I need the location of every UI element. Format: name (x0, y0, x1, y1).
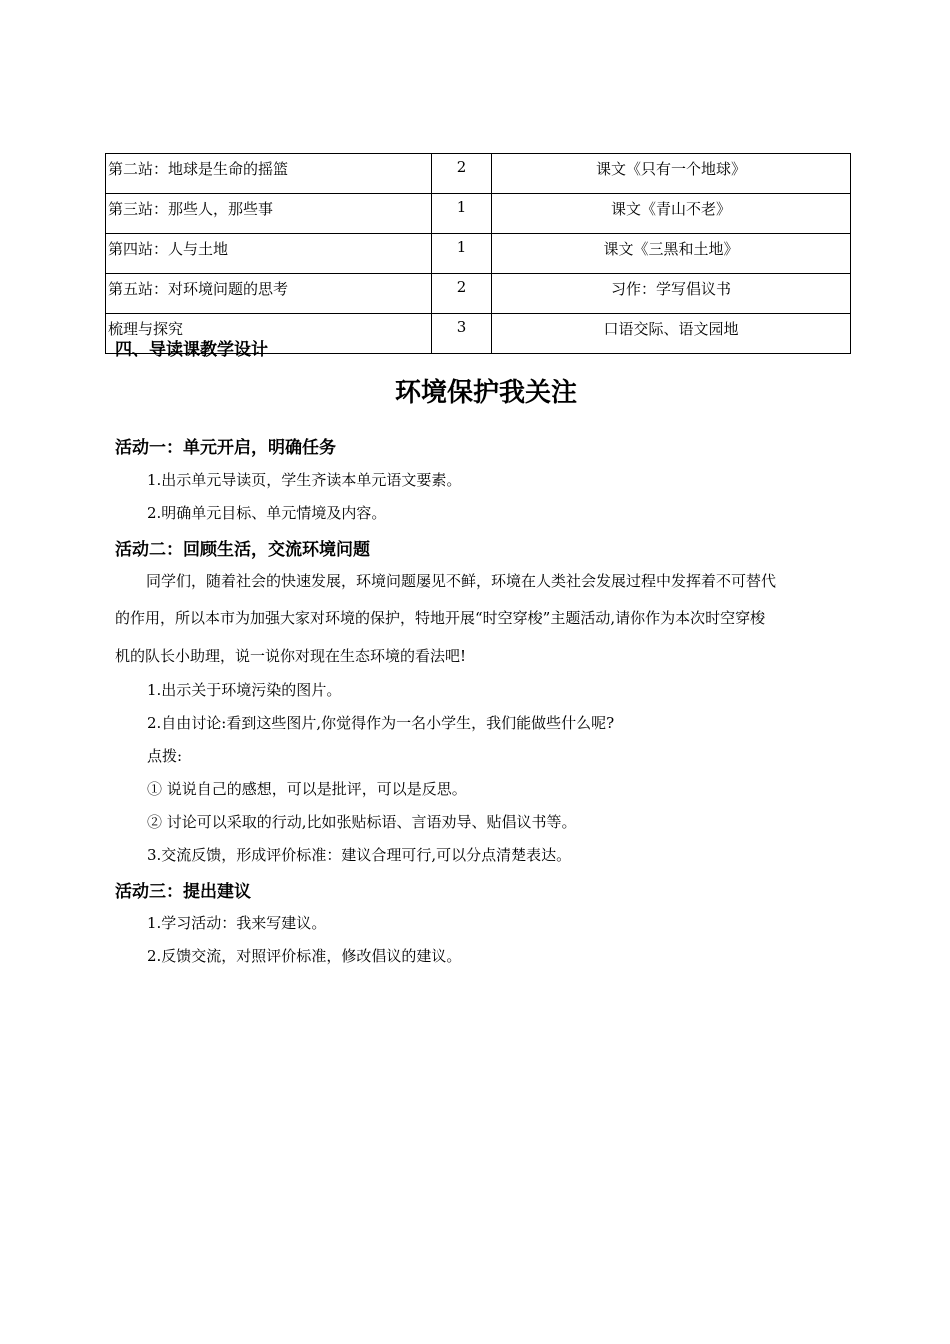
list-item: 1.出示单元导读页，学生齐读本单元语文要素。 (147, 471, 462, 489)
list-item: 2.自由讨论:看到这些图片,你觉得作为一名小学生，我们能做些什么呢? (147, 714, 615, 732)
list-item: 1.出示关于环境污染的图片。 (147, 681, 342, 699)
hours-cell: 2 (432, 154, 492, 194)
activity-one-heading: 活动一：单元开启，明确任务 (115, 438, 336, 458)
unit-plan-table (105, 153, 851, 354)
content-cell: 习作：学写倡议书 (492, 274, 851, 314)
activity-three-heading: 活动三：提出建议 (115, 882, 251, 902)
list-item: 3.交流反馈，形成评价标准：建议合理可行,可以分点清楚表达。 (147, 846, 572, 864)
list-item: ① 说说自己的感想，可以是批评，可以是反思。 (147, 780, 467, 798)
content-cell: 课文《青山不老》 (492, 194, 851, 234)
content-cell: 课文《三黑和土地》 (492, 234, 851, 274)
paragraph-line: 的作用，所以本市为加强大家对环境的保护，特地开展“时空穿梭”主题活动,请你作为本次时空穿梭 (115, 609, 766, 627)
activity-two-heading: 活动二：回顾生活，交流环境问题 (115, 540, 370, 560)
hint-label: 点拨: (147, 747, 183, 765)
hours-cell: 1 (432, 234, 492, 274)
stage-cell: 第四站：人与土地 (106, 234, 432, 274)
list-item: 2.明确单元目标、单元情境及内容。 (147, 504, 387, 522)
list-item: ② 讨论可以采取的行动,比如张贴标语、言语劝导、贴倡议书等。 (147, 813, 577, 831)
stage-cell: 梳理与探究 (106, 314, 432, 354)
hours-cell: 2 (432, 274, 492, 314)
paragraph-line: 同学们，随着社会的快速发展，环境问题屡见不鲜，环境在人类社会发展过程中发挥着不可替代 (146, 572, 777, 590)
hours-cell: 3 (432, 314, 492, 354)
list-item: 2.反馈交流，对照评价标准，修改倡议的建议。 (147, 947, 462, 965)
content-cell: 口语交际、语文园地 (492, 314, 851, 354)
stage-cell: 第二站：地球是生命的摇篮 (106, 154, 432, 194)
document-title: 环境保护我关注 (394, 378, 577, 408)
table-row (106, 234, 851, 274)
table-row (106, 154, 851, 194)
table-row (106, 274, 851, 314)
hours-cell: 1 (432, 194, 492, 234)
section-heading: 四、导读课教学设计 (115, 340, 268, 360)
table-row (106, 194, 851, 234)
list-item: 1.学习活动：我来写建议。 (147, 914, 327, 932)
stage-cell: 第五站：对环境问题的思考 (106, 274, 432, 314)
paragraph-line: 机的队长小助理，说一说你对现在生态环境的看法吧! (115, 647, 467, 665)
content-cell: 课文《只有一个地球》 (492, 154, 851, 194)
stage-cell: 第三站：那些人，那些事 (106, 194, 432, 234)
